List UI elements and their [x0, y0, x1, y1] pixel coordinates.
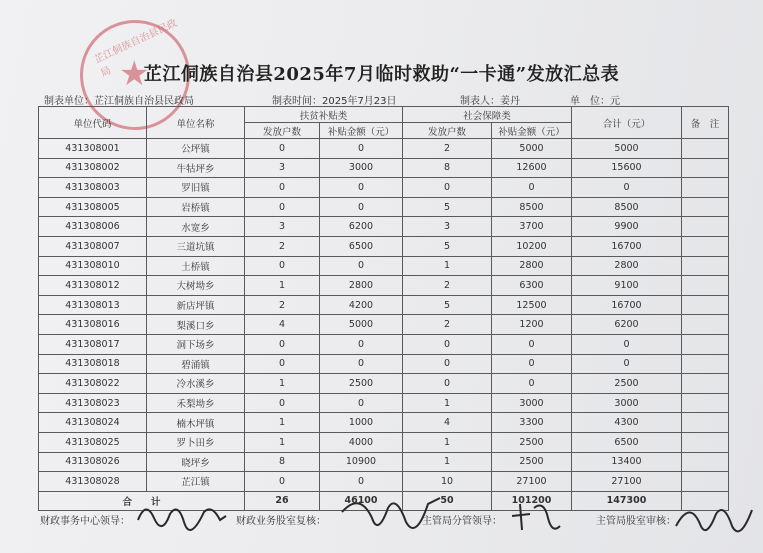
totals-total: 147300 — [572, 491, 682, 510]
cell-total: 5000 — [572, 139, 682, 159]
cell-code: 431308005 — [39, 197, 147, 217]
table-row — [39, 374, 729, 394]
cell-remark — [682, 139, 729, 159]
cell-p-amount: 6500 — [320, 236, 403, 256]
cell-s-amount: 0 — [492, 374, 572, 394]
cell-s-amount: 2500 — [492, 432, 572, 452]
cell-s-amount: 0 — [492, 354, 572, 374]
cell-s-households: 5 — [403, 236, 492, 256]
cell-s-households: 0 — [403, 178, 492, 198]
cell-p-amount: 4000 — [320, 432, 403, 452]
cell-p-households: 1 — [245, 374, 320, 394]
handwritten-signature-4 — [672, 496, 756, 546]
handwritten-signature-2 — [336, 488, 446, 544]
meta-maker-label: 制表人： — [460, 96, 500, 107]
table-row — [39, 158, 729, 178]
cell-total: 9100 — [572, 276, 682, 296]
cell-s-households: 10 — [403, 472, 492, 492]
cell-total: 16700 — [572, 295, 682, 315]
cell-code: 431308024 — [39, 413, 147, 433]
cell-p-amount: 0 — [320, 139, 403, 159]
cell-s-amount: 5000 — [492, 139, 572, 159]
cell-total: 15600 — [572, 158, 682, 178]
meta-unit — [44, 92, 194, 107]
cell-s-amount: 12600 — [492, 158, 572, 178]
cell-total: 13400 — [572, 452, 682, 472]
cell-code: 431308016 — [39, 315, 147, 335]
cell-remark — [682, 158, 729, 178]
cell-s-households: 1 — [403, 393, 492, 413]
cell-name: 楠木坪镇 — [147, 413, 245, 433]
cell-p-amount: 0 — [320, 393, 403, 413]
cell-code: 431308003 — [39, 178, 147, 198]
cell-p-households: 3 — [245, 217, 320, 237]
cell-remark — [682, 452, 729, 472]
header-name: 单位名称 — [147, 107, 245, 139]
document-title: 芷江侗族自治县2025年7月临时救助“一卡通”发放汇总表 — [143, 64, 620, 85]
table-row — [39, 413, 729, 433]
header-social-group: 社会保障类 — [403, 107, 572, 123]
cell-s-amount: 2500 — [492, 452, 572, 472]
cell-p-households: 0 — [245, 256, 320, 276]
cell-p-households: 3 — [245, 158, 320, 178]
cell-s-amount: 3300 — [492, 413, 572, 433]
cell-s-households: 5 — [403, 295, 492, 315]
cell-s-households: 5 — [403, 197, 492, 217]
cell-total: 0 — [572, 354, 682, 374]
cell-s-amount: 27100 — [492, 472, 572, 492]
cell-s-amount: 3700 — [492, 217, 572, 237]
table-row — [39, 139, 729, 159]
table-row — [39, 197, 729, 217]
cell-p-households: 1 — [245, 413, 320, 433]
cell-p-amount: 0 — [320, 354, 403, 374]
meta-unit-value: 芷江侗族自治县民政局 — [94, 96, 194, 107]
cell-total: 2500 — [572, 374, 682, 394]
cell-remark — [682, 197, 729, 217]
cell-p-households: 0 — [245, 197, 320, 217]
cell-p-households: 2 — [245, 236, 320, 256]
cell-code: 431308023 — [39, 393, 147, 413]
cell-remark — [682, 393, 729, 413]
totals-s-amount: 101200 — [492, 491, 572, 510]
cell-s-households: 1 — [403, 256, 492, 276]
cell-name: 罗卜田乡 — [147, 432, 245, 452]
cell-p-households: 0 — [245, 334, 320, 354]
cell-p-amount: 0 — [320, 334, 403, 354]
seal-text: 芷江侗族自治县民政局 — [92, 17, 179, 80]
cell-name: 土桥镇 — [147, 256, 245, 276]
meta-unit-label: 制表单位： — [44, 96, 94, 107]
cell-code: 431308002 — [39, 158, 147, 178]
cell-name: 芷江镇 — [147, 472, 245, 492]
meta-maker-value: 姜丹 — [500, 96, 520, 107]
sign-dept-office: 主管局股室审核： — [596, 516, 676, 527]
cell-total: 6500 — [572, 432, 682, 452]
header-social-amount: 补贴金额（元） — [492, 123, 572, 139]
table-row — [39, 315, 729, 335]
handwritten-signature-3 — [508, 496, 564, 540]
cell-remark — [682, 354, 729, 374]
cell-code: 431308013 — [39, 295, 147, 315]
cell-total: 0 — [572, 334, 682, 354]
table-row — [39, 295, 729, 315]
cell-code: 431308007 — [39, 236, 147, 256]
cell-name: 禾梨坳乡 — [147, 393, 245, 413]
cell-s-amount: 2800 — [492, 256, 572, 276]
table-row — [39, 432, 729, 452]
cell-remark — [682, 178, 729, 198]
meta-currency-value: 元 — [610, 96, 620, 107]
totals-p-amount: 46100 — [320, 491, 403, 510]
header-poverty-group: 扶贫补贴类 — [245, 107, 403, 123]
cell-p-amount: 5000 — [320, 315, 403, 335]
totals-s-households: 50 — [403, 491, 492, 510]
header-total: 合计（元） — [572, 107, 682, 139]
cell-s-households: 8 — [403, 158, 492, 178]
cell-remark — [682, 432, 729, 452]
header-row-1 — [39, 107, 729, 123]
table-row — [39, 236, 729, 256]
cell-remark — [682, 472, 729, 492]
cell-name: 晓坪乡 — [147, 452, 245, 472]
cell-total: 0 — [572, 178, 682, 198]
header-code: 单位代码 — [39, 107, 147, 139]
cell-code: 431308006 — [39, 217, 147, 237]
cell-s-amount: 12500 — [492, 295, 572, 315]
cell-p-households: 1 — [245, 432, 320, 452]
meta-date-value: 2025年7月23日 — [322, 96, 397, 107]
cell-s-households: 2 — [403, 276, 492, 296]
cell-name: 新店坪镇 — [147, 295, 245, 315]
cell-total: 9900 — [572, 217, 682, 237]
cell-code: 431308012 — [39, 276, 147, 296]
cell-p-households: 4 — [245, 315, 320, 335]
totals-label: 合 计 — [39, 491, 245, 510]
cell-remark — [682, 315, 729, 335]
cell-name: 岩桥镇 — [147, 197, 245, 217]
cell-remark — [682, 217, 729, 237]
cell-s-households: 2 — [403, 139, 492, 159]
cell-p-households: 1 — [245, 276, 320, 296]
cell-remark — [682, 256, 729, 276]
cell-s-households: 0 — [403, 334, 492, 354]
cell-p-amount: 10900 — [320, 452, 403, 472]
cell-name: 罗旧镇 — [147, 178, 245, 198]
cell-p-households: 0 — [245, 178, 320, 198]
cell-code: 431308018 — [39, 354, 147, 374]
cell-total: 8500 — [572, 197, 682, 217]
cell-remark — [682, 236, 729, 256]
cell-s-households: 0 — [403, 374, 492, 394]
cell-name: 梨溪口乡 — [147, 315, 245, 335]
cell-s-amount: 10200 — [492, 236, 572, 256]
sign-finance-center: 财政事务中心领导： — [40, 516, 130, 527]
cell-name: 洞下场乡 — [147, 334, 245, 354]
cell-p-amount: 6200 — [320, 217, 403, 237]
cell-name: 三道坑镇 — [147, 236, 245, 256]
cell-p-households: 0 — [245, 472, 320, 492]
cell-p-amount: 0 — [320, 197, 403, 217]
totals-p-households: 26 — [245, 491, 320, 510]
cell-s-amount: 3000 — [492, 393, 572, 413]
cell-code: 431308026 — [39, 452, 147, 472]
table-row — [39, 256, 729, 276]
cell-total: 27100 — [572, 472, 682, 492]
cell-s-households: 0 — [403, 354, 492, 374]
cell-s-households: 2 — [403, 315, 492, 335]
cell-s-amount: 8500 — [492, 197, 572, 217]
cell-s-amount: 0 — [492, 178, 572, 198]
cell-name: 牛牯坪乡 — [147, 158, 245, 178]
meta-currency-label: 单 位： — [570, 96, 610, 107]
cell-p-amount: 4200 — [320, 295, 403, 315]
cell-total: 16700 — [572, 236, 682, 256]
cell-p-households: 8 — [245, 452, 320, 472]
cell-code: 431308010 — [39, 256, 147, 276]
meta-maker — [460, 92, 520, 107]
cell-p-amount: 0 — [320, 472, 403, 492]
cell-p-amount: 0 — [320, 178, 403, 198]
cell-s-households: 3 — [403, 217, 492, 237]
table-row — [39, 276, 729, 296]
cell-p-amount: 0 — [320, 256, 403, 276]
meta-currency — [570, 92, 620, 107]
cell-p-households: 0 — [245, 393, 320, 413]
cell-total: 6200 — [572, 315, 682, 335]
sign-finance-office: 财政业务股室复核： — [236, 516, 326, 527]
cell-p-amount: 2800 — [320, 276, 403, 296]
cell-total: 3000 — [572, 393, 682, 413]
cell-total: 2800 — [572, 256, 682, 276]
cell-code: 431308025 — [39, 432, 147, 452]
summary-table — [38, 106, 729, 511]
cell-p-households: 0 — [245, 354, 320, 374]
cell-s-amount: 6300 — [492, 276, 572, 296]
cell-s-amount: 1200 — [492, 315, 572, 335]
table-row — [39, 354, 729, 374]
cell-s-households: 1 — [403, 452, 492, 472]
cell-remark — [682, 276, 729, 296]
table-row — [39, 393, 729, 413]
header-remark: 备 注 — [682, 107, 729, 139]
table-row — [39, 217, 729, 237]
cell-total: 4300 — [572, 413, 682, 433]
cell-code: 431308028 — [39, 472, 147, 492]
cell-remark — [682, 295, 729, 315]
table-row — [39, 452, 729, 472]
cell-name: 碧涌镇 — [147, 354, 245, 374]
cell-code: 431308022 — [39, 374, 147, 394]
header-social-households: 发放户数 — [403, 123, 492, 139]
meta-date — [272, 92, 397, 107]
cell-name: 公坪镇 — [147, 139, 245, 159]
table-row — [39, 334, 729, 354]
cell-name: 冷水溪乡 — [147, 374, 245, 394]
cell-name: 大树坳乡 — [147, 276, 245, 296]
cell-code: 431308001 — [39, 139, 147, 159]
cell-p-amount: 3000 — [320, 158, 403, 178]
cell-p-households: 2 — [245, 295, 320, 315]
meta-date-label: 制表时间： — [272, 96, 322, 107]
header-poverty-households: 发放户数 — [245, 123, 320, 139]
table-row — [39, 178, 729, 198]
cell-p-amount: 2500 — [320, 374, 403, 394]
sign-dept-leader: 主管局分管领导： — [422, 516, 502, 527]
cell-remark — [682, 413, 729, 433]
cell-name: 水宽乡 — [147, 217, 245, 237]
cell-code: 431308017 — [39, 334, 147, 354]
cell-p-amount: 1000 — [320, 413, 403, 433]
cell-s-households: 4 — [403, 413, 492, 433]
seal-star-icon: ★ — [119, 54, 150, 94]
cell-p-households: 0 — [245, 139, 320, 159]
cell-s-amount: 0 — [492, 334, 572, 354]
cell-s-households: 1 — [403, 432, 492, 452]
header-poverty-amount: 补贴金额（元） — [320, 123, 403, 139]
cell-remark — [682, 334, 729, 354]
cell-remark — [682, 374, 729, 394]
handwritten-signature-1 — [134, 494, 230, 534]
